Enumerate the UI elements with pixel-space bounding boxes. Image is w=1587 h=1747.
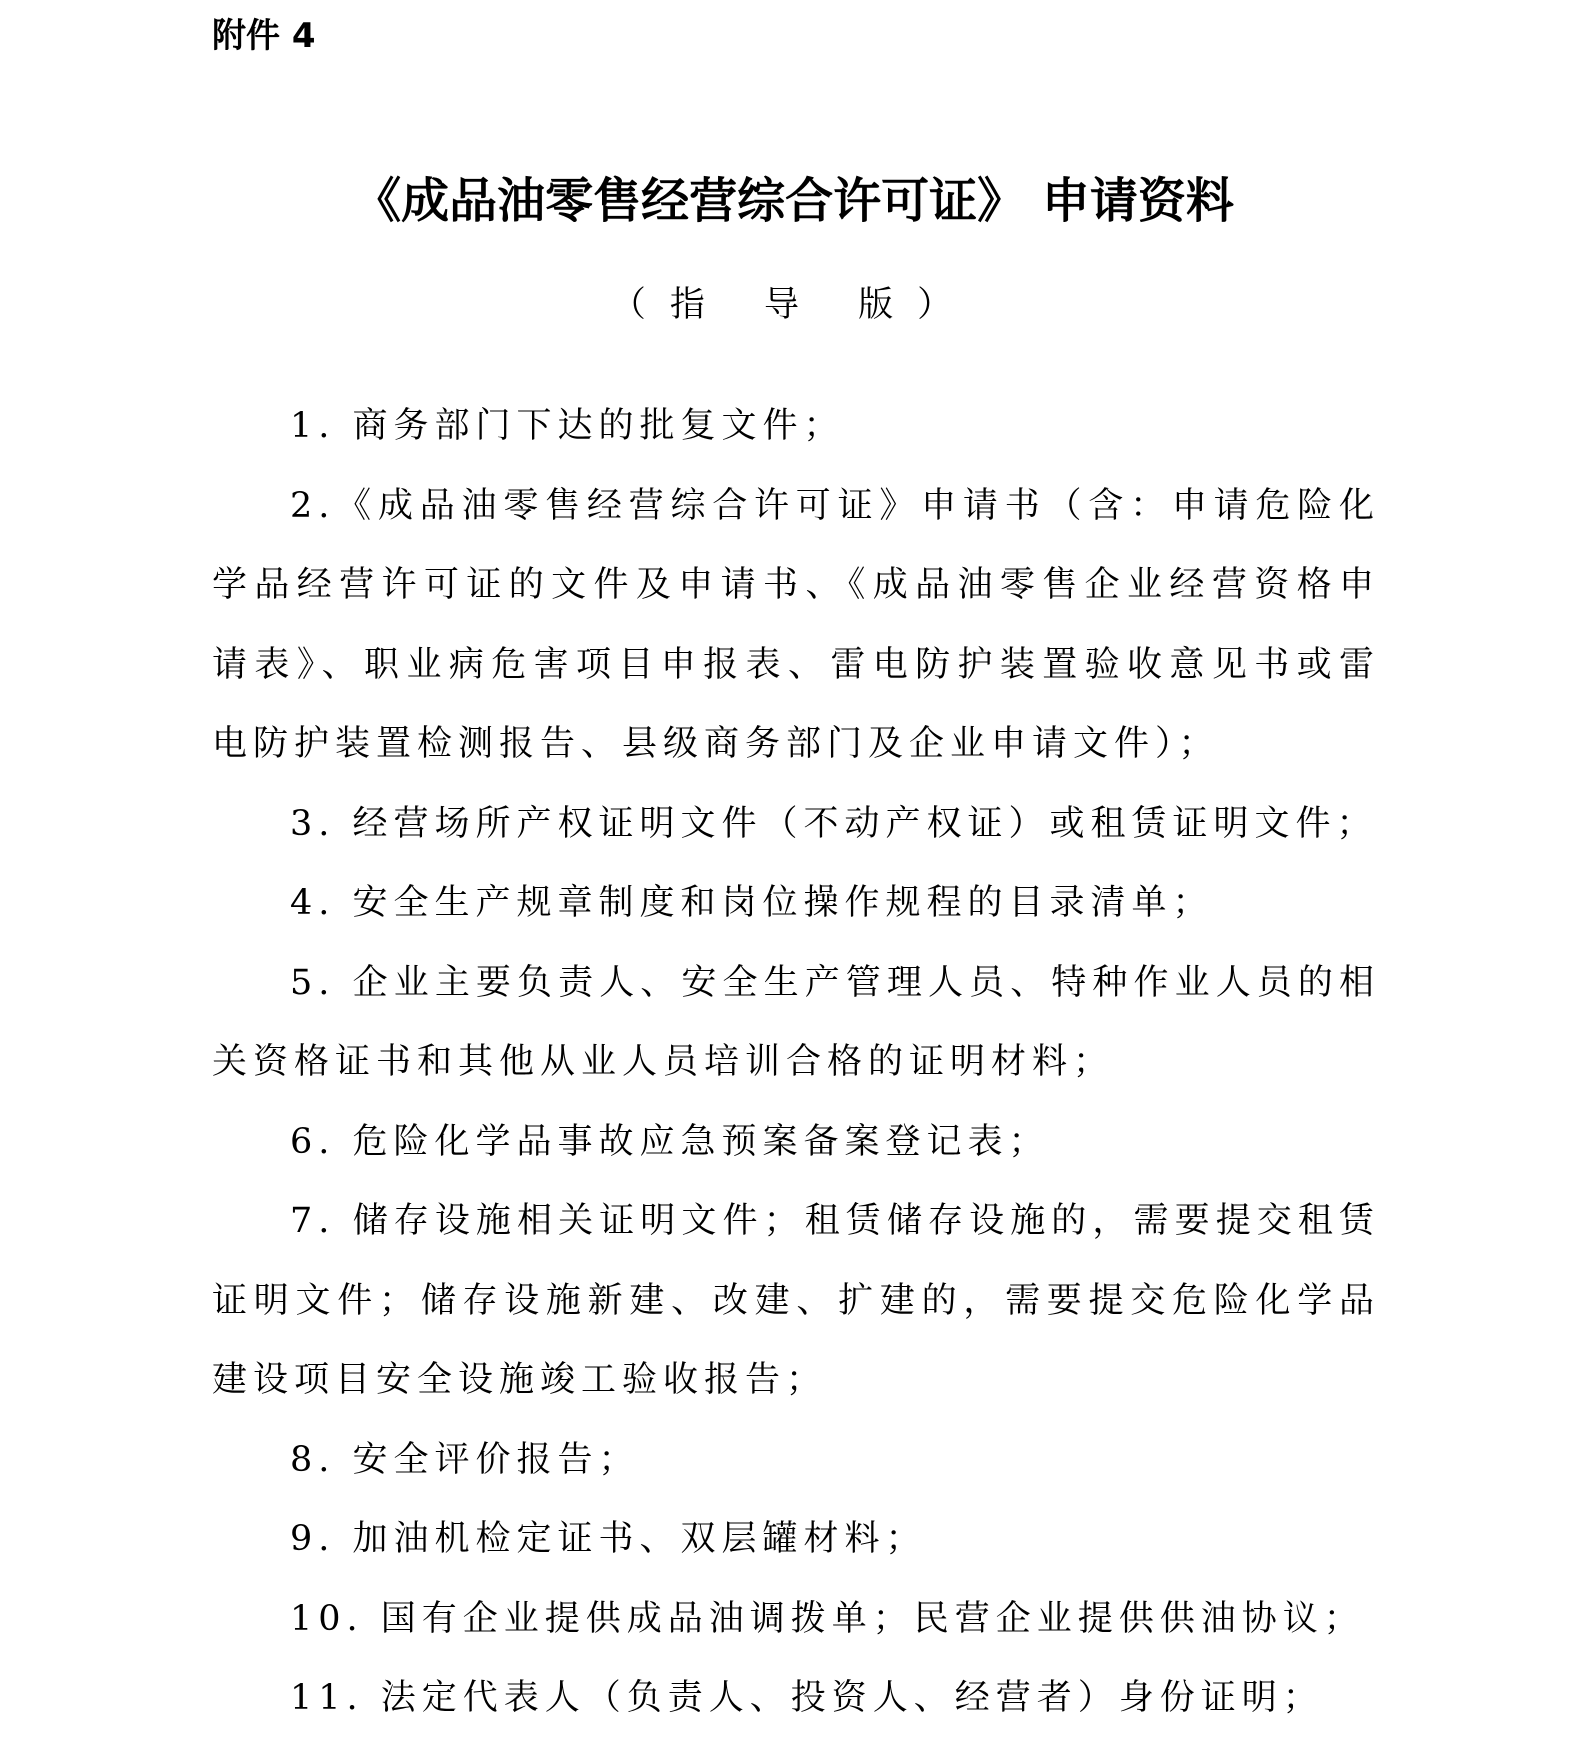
list-item: 11. 法定代表人（负责人、投资人、经营者）身份证明； (290, 1678, 1324, 1718)
list-item: 10. 国有企业提供成品油调拨单；民营企业提供供油协议； (290, 1598, 1365, 1639)
document-title: 《成品油零售经营综合许可证》 申请资料 (353, 173, 1234, 229)
attachment-label: 附件 4 (212, 16, 316, 56)
list-item: 9. 加油机检定证书、双层罐材料； (290, 1519, 927, 1559)
document-subtitle: （指 导 版） (610, 285, 977, 325)
list-item: 8. 安全评价报告； (290, 1439, 640, 1480)
requirements-list (212, 387, 1380, 1739)
list-item: 7. 储存设施相关证明文件；租赁储存设施的，需要提交租赁证明文件；储存设施新建、改建、扩建的，需要提交危险化学品建设项目安全设施竣工验收报告； (212, 1201, 1380, 1400)
list-item: 2.《成品油零售经营综合许可证》申请书（含：申请危险化学品经营许可证的文件及申请书、《成品油零售企业经营资格申请表》、职业病危害项目申报表、雷电防护装置验收意见书或雷电防护装置检测报告、县级商务部门及企业申请文件）； (212, 485, 1380, 764)
list-item: 3. 经营场所产权证明文件（不动产权证）或租赁证明文件； (290, 803, 1378, 844)
list-item: 6. 危险化学品事故应急预案备案登记表； (290, 1121, 1050, 1162)
list-item: 1. 商务部门下达的批复文件； (290, 406, 845, 446)
list-item: 4. 安全生产规章制度和岗位操作规程的目录清单； (290, 883, 1214, 923)
list-item: 5. 企业主要负责人、安全生产管理人员、特种作业人员的相关资格证书和其他从业人员培训合格的证明材料； (212, 962, 1380, 1082)
